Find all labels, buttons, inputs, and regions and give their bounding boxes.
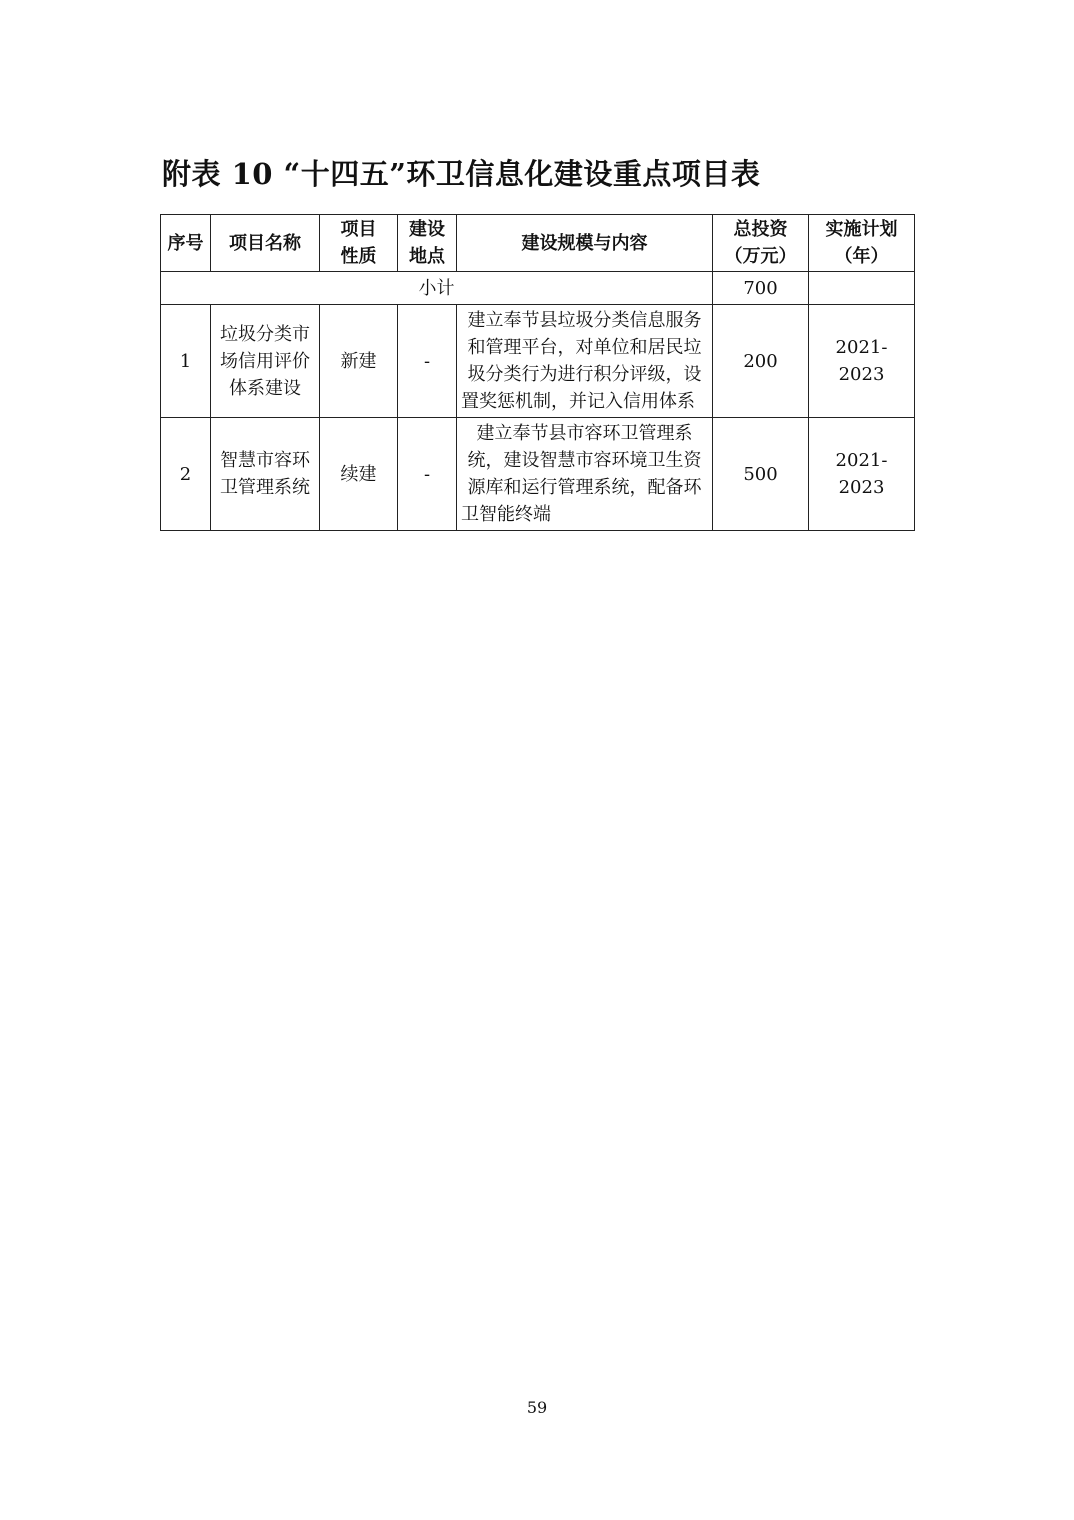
cell-investment: 200 [713, 305, 809, 418]
header-content: 建设规模与内容 [457, 215, 713, 272]
cell-content: 建立奉节县垃圾分类信息服务和管理平台，对单位和居民垃圾分类行为进行积分评级，设置奖惩机制，并记入信用体系 [457, 305, 713, 418]
cell-name: 垃圾分类市场信用评价体系建设 [211, 305, 320, 418]
table-row [161, 305, 915, 418]
cell-content: 建立奉节县市容环卫管理系统，建设智慧市容环境卫生资源库和运行管理系统，配备环卫智能终端 [457, 418, 713, 531]
subtotal-label: 小计 [161, 272, 713, 305]
cell-seq: 1 [161, 305, 211, 418]
header-investment: 总投资 （万元） [713, 215, 809, 272]
cell-plan: 2021-2023 [809, 305, 915, 418]
table-header-row [161, 215, 915, 272]
subtotal-row [161, 272, 915, 305]
cell-seq: 2 [161, 418, 211, 531]
cell-investment: 500 [713, 418, 809, 531]
page-number: 59 [526, 1398, 548, 1417]
header-name: 项目名称 [211, 215, 320, 272]
header-location: 建设 地点 [398, 215, 457, 272]
cell-nature: 新建 [320, 305, 398, 418]
page-title: 附表 10 “十四五”环卫信息化建设重点项目表 [162, 157, 761, 191]
cell-nature: 续建 [320, 418, 398, 531]
project-table [160, 214, 915, 531]
table-row [161, 418, 915, 531]
header-seq: 序号 [161, 215, 211, 272]
subtotal-plan [809, 272, 915, 305]
header-plan: 实施计划 （年） [809, 215, 915, 272]
cell-plan: 2021-2023 [809, 418, 915, 531]
subtotal-investment: 700 [713, 272, 809, 305]
header-nature: 项目 性质 [320, 215, 398, 272]
cell-location: - [398, 305, 457, 418]
cell-name: 智慧市容环卫管理系统 [211, 418, 320, 531]
cell-location: - [398, 418, 457, 531]
